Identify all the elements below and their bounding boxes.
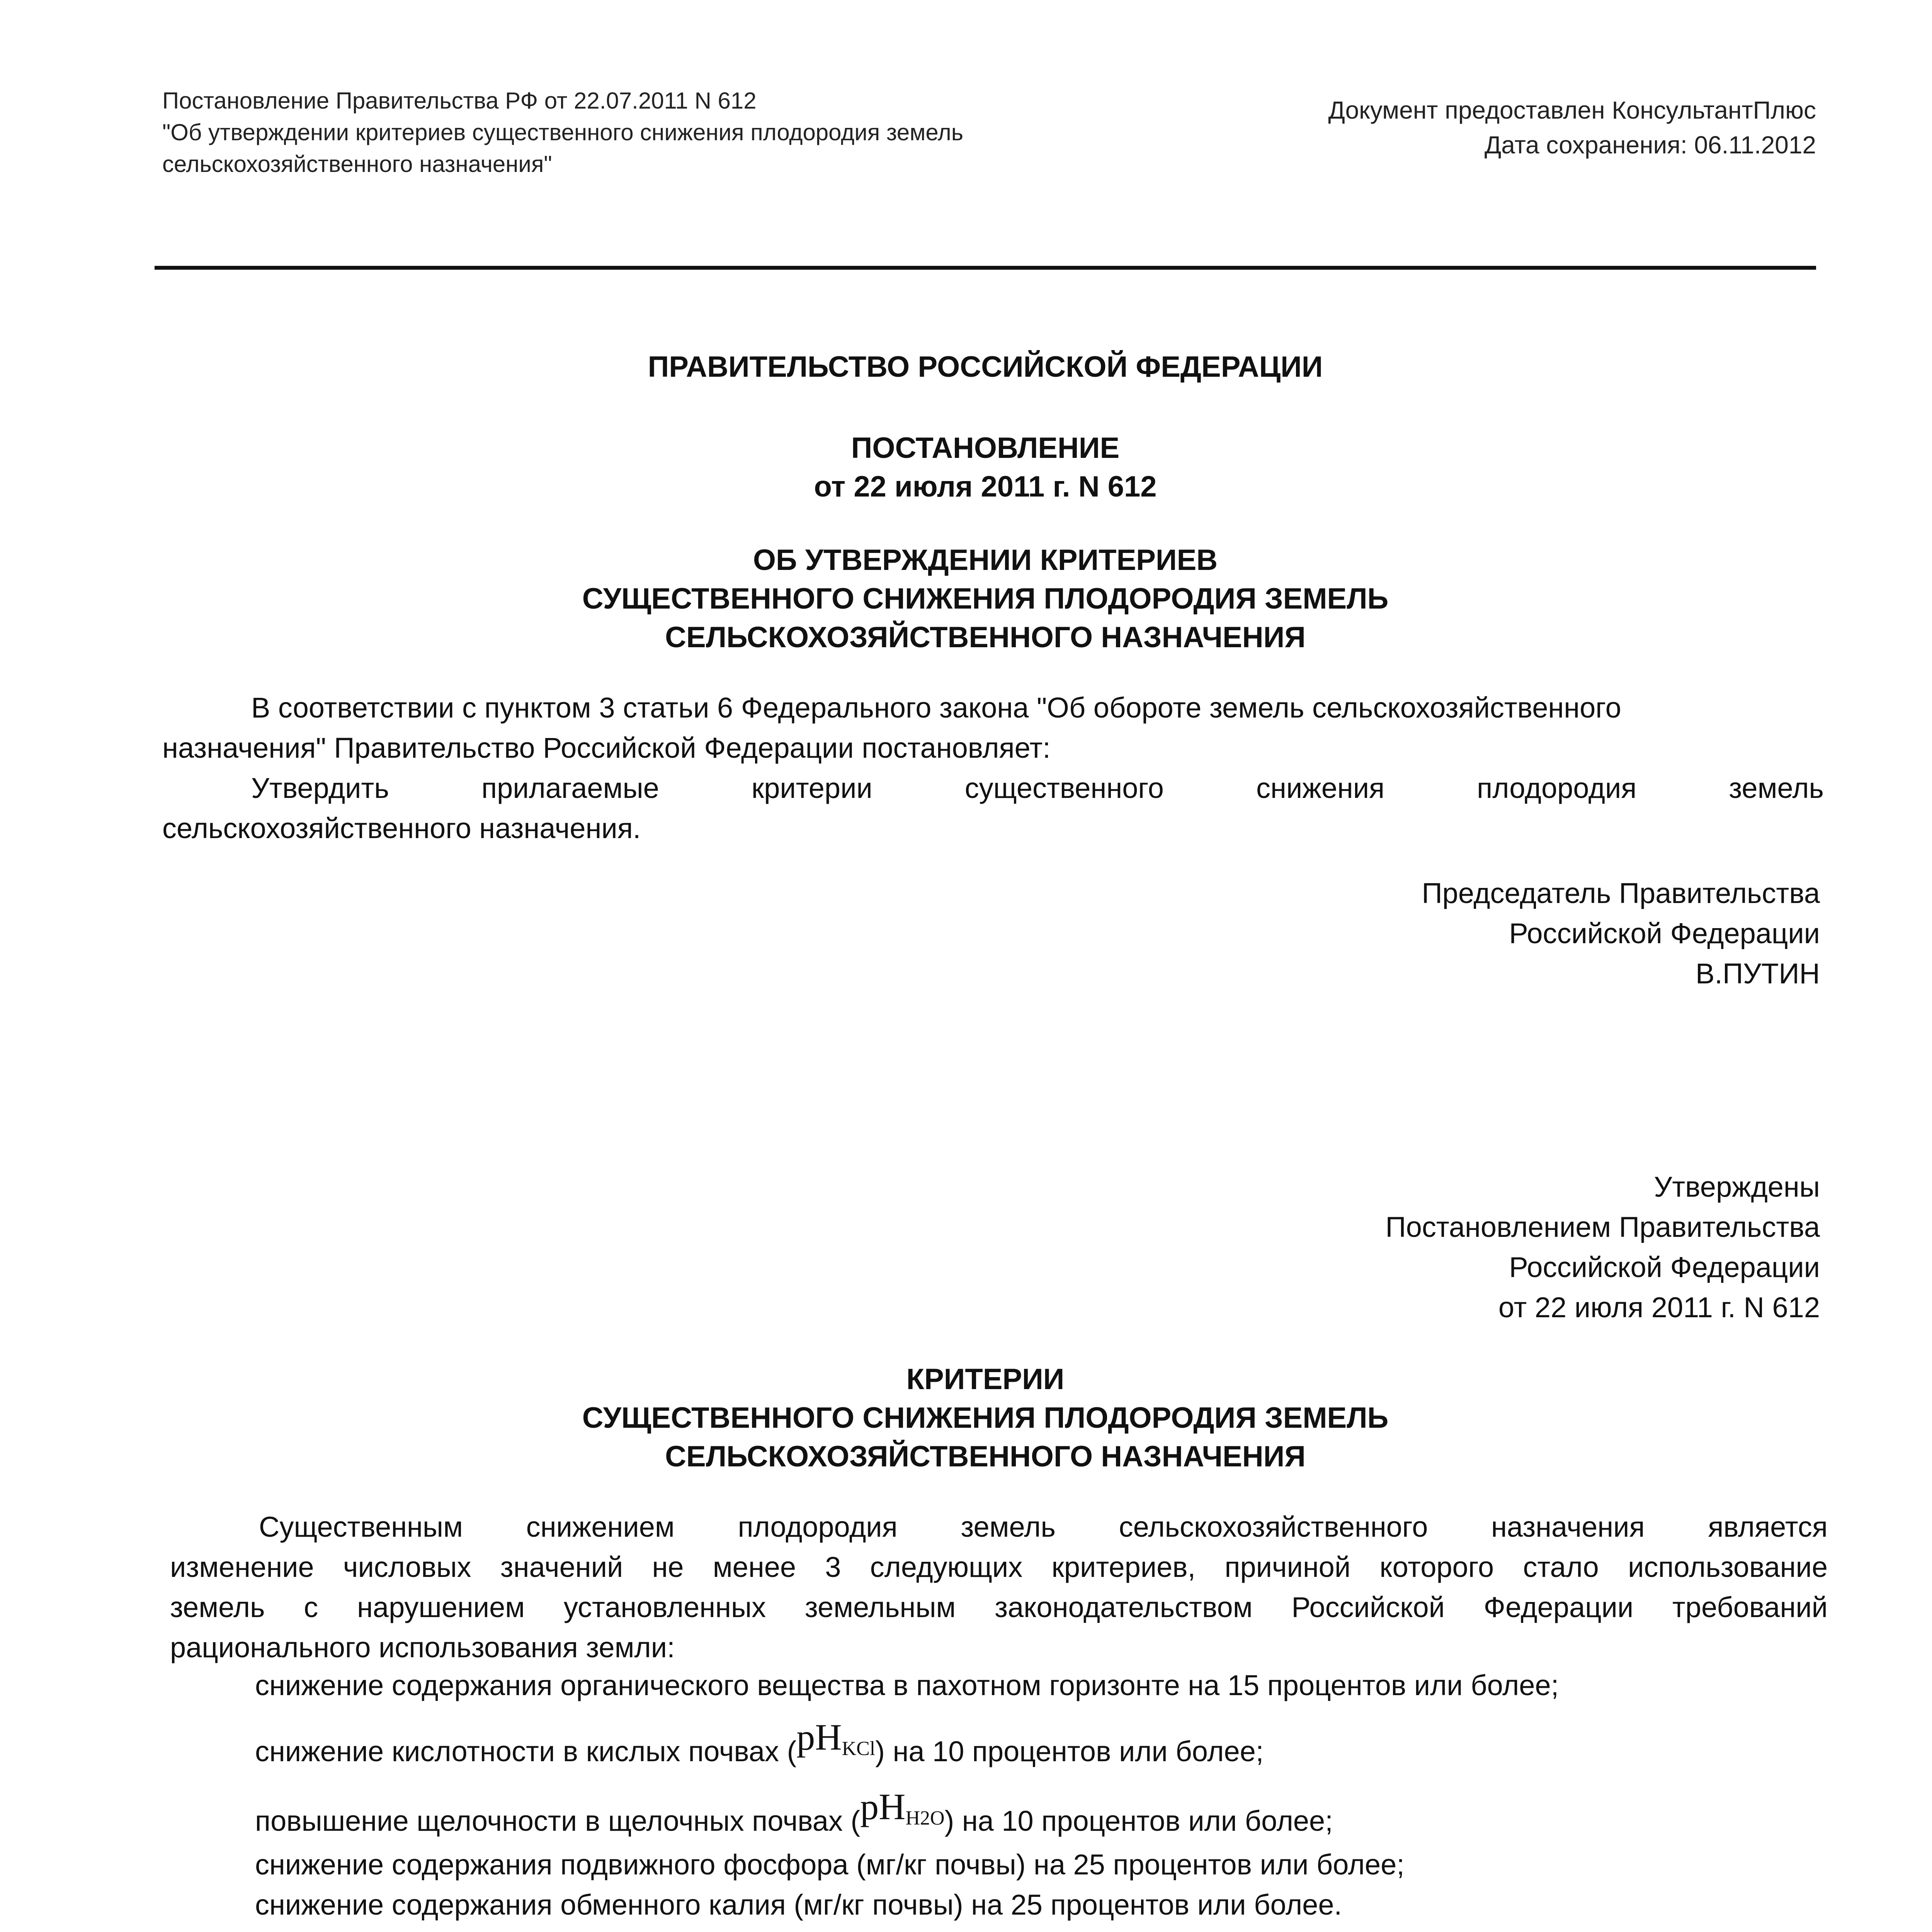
criterion-text: снижение кислотности в кислых почвах ( — [255, 1735, 797, 1767]
criteria-intro-line: изменение числовых значений не менее 3 следующих критериев, причиной которого стало использование — [170, 1551, 1828, 1583]
criteria-list — [255, 1665, 1839, 1925]
subject-title — [155, 541, 1816, 657]
ph-subscript: H2O — [905, 1807, 945, 1829]
ph-h2o-symbol — [860, 1786, 944, 1827]
government-title: ПРАВИТЕЛЬСТВО РОССИЙСКОЙ ФЕДЕРАЦИИ — [648, 350, 1323, 383]
criterion-text: ) на 10 процентов или более; — [875, 1735, 1264, 1767]
ph-subscript: KCl — [842, 1738, 876, 1760]
criterion-alkalinity — [255, 1786, 1839, 1845]
provider-line: Документ предоставлен КонсультантПлюс — [1328, 96, 1816, 124]
criteria-intro — [170, 1507, 1828, 1668]
header-divider — [155, 266, 1816, 270]
approval-line: Российской Федерации — [1509, 1251, 1820, 1283]
preamble-line: сельскохозяйственного назначения. — [162, 812, 641, 844]
signature-name: В.ПУТИН — [1696, 957, 1820, 990]
criterion-organic: снижение содержания органического вещества в пахотном горизонте на 15 процентов или более; — [255, 1669, 1559, 1701]
approval-block — [155, 1167, 1820, 1328]
preamble-line: назначения" Правительство Российской Федерации постановляет: — [162, 732, 1051, 764]
ph-label: pH — [796, 1716, 842, 1758]
header-line: Постановление Правительства РФ от 22.07.2011 N 612 — [162, 88, 757, 114]
approval-line: от 22 июля 2011 г. N 612 — [1498, 1291, 1820, 1323]
criteria-title-line: СЕЛЬСКОХОЗЯЙСТВЕННОГО НАЗНАЧЕНИЯ — [665, 1440, 1306, 1473]
criteria-title-line: КРИТЕРИИ — [906, 1363, 1065, 1396]
header-line: "Об утверждении критериев существенного снижения плодородия земель — [162, 119, 964, 145]
approval-line: Утверждены — [1654, 1171, 1820, 1203]
criteria-title — [155, 1360, 1816, 1476]
approval-line: Постановлением Правительства — [1385, 1211, 1820, 1243]
criterion-acidity — [255, 1716, 1839, 1775]
criteria-intro-line: земель с нарушением установленных земельным законодательством Российской Федерации требований — [170, 1591, 1828, 1623]
ph-kcl-symbol — [796, 1716, 875, 1758]
criterion-text: повышение щелочности в щелочных почвах ( — [255, 1805, 861, 1837]
document-header-right — [1082, 93, 1816, 162]
subject-line: СЕЛЬСКОХОЗЯЙСТВЕННОГО НАЗНАЧЕНИЯ — [665, 621, 1306, 654]
preamble-line: В соответствии с пунктом 3 статьи 6 Федерального закона "Об обороте земель сельскохозяйственного — [251, 692, 1621, 724]
criteria-intro-line: Существенным снижением плодородия земель сельскохозяйственного назначения является — [259, 1511, 1828, 1543]
subject-line: СУЩЕСТВЕННОГО СНИЖЕНИЯ ПЛОДОРОДИЯ ЗЕМЕЛЬ — [582, 582, 1389, 615]
subject-line: ОБ УТВЕРЖДЕНИИ КРИТЕРИЕВ — [753, 544, 1218, 577]
header-line: сельскохозяйственного назначения" — [162, 151, 552, 177]
signature-block — [155, 873, 1820, 994]
resolution-date: от 22 июля 2011 г. N 612 — [814, 470, 1157, 503]
criteria-intro-line: рационального использования земли: — [170, 1631, 675, 1663]
criterion-potassium: снижение содержания обменного калия (мг/кг почвы) на 25 процентов или более. — [255, 1889, 1342, 1921]
signature-position: Председатель Правительства — [1422, 877, 1820, 909]
document-header-left — [162, 85, 1167, 180]
ph-label: pH — [860, 1786, 906, 1827]
criterion-text: ) на 10 процентов или более; — [944, 1805, 1333, 1837]
criterion-phosphorus: снижение содержания подвижного фосфора (мг/кг почвы) на 25 процентов или более; — [255, 1849, 1405, 1881]
resolution-title: ПОСТАНОВЛЕНИЕ — [851, 432, 1120, 464]
preamble-line: Утвердить прилагаемые критерии существенного снижения плодородия земель — [251, 772, 1824, 804]
preamble — [162, 688, 1824, 849]
criteria-title-line: СУЩЕСТВЕННОГО СНИЖЕНИЯ ПЛОДОРОДИЯ ЗЕМЕЛЬ — [582, 1401, 1389, 1434]
save-date-line: Дата сохранения: 06.11.2012 — [1484, 131, 1816, 159]
signature-position: Российской Федерации — [1509, 917, 1820, 949]
